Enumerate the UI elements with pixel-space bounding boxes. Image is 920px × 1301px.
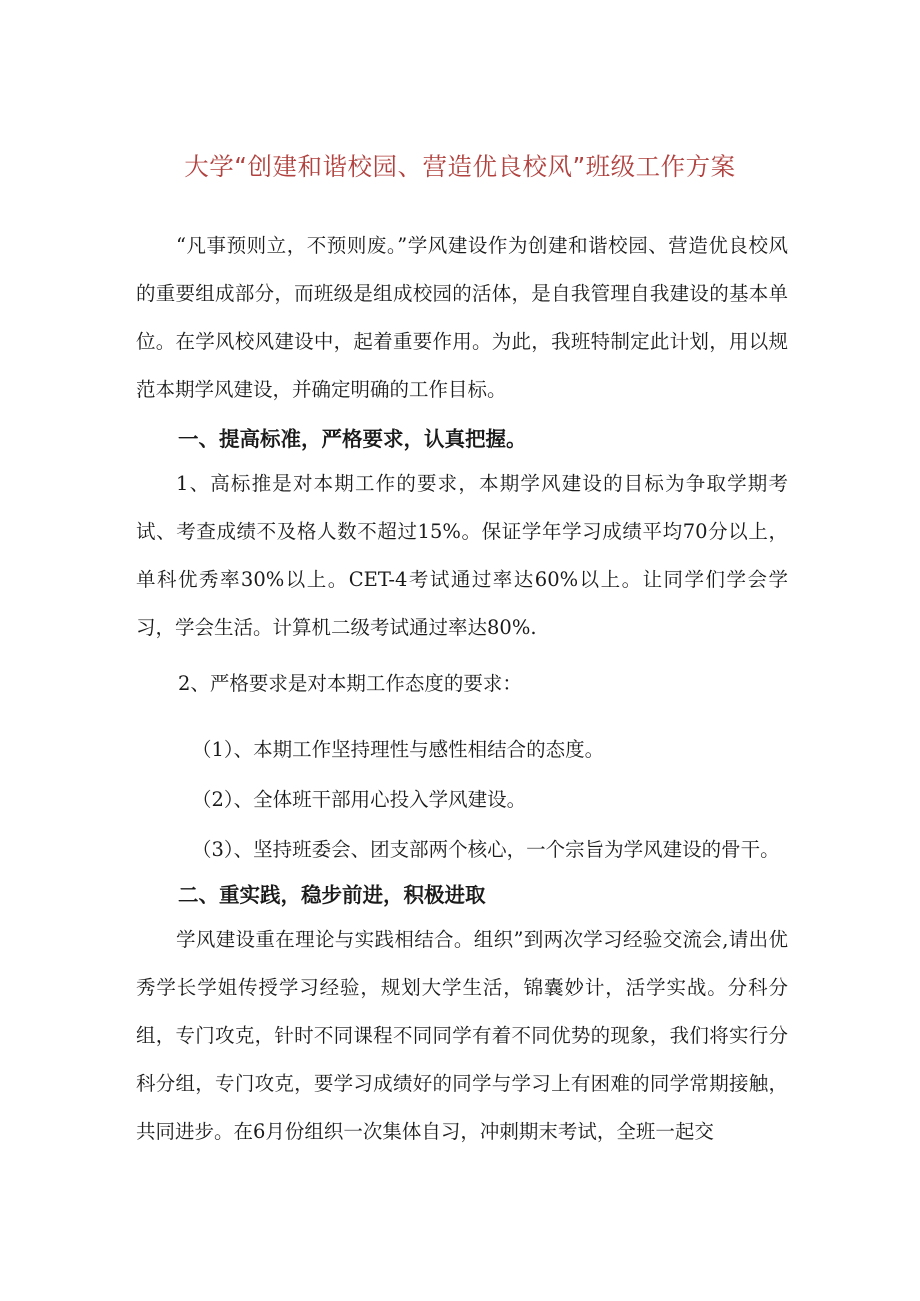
section-1-sub-2: （2）、全体班干部用心投入学风建设。: [192, 788, 527, 811]
document-title: 大学“创建和谐校园、营造优良校风”班级工作方案: [184, 152, 736, 181]
section-1-sub-3: （3）、坚持班委会、团支部两个核心，一个宗旨为学风建设的骨干。: [192, 838, 780, 861]
section-2-heading: 二、重实践，稳步前进，积极进取: [178, 883, 486, 907]
section-1-item-1: 1、高标推是对本期工作的要求，本期学风建设的目标为争取学期考试、考查成绩不及格人数不超过15%。保证学年学习成绩平均70分以上，单科优秀率30%以上。CET-4考试通过率达60%以上。让同学们学会学习，学会生活。计算机二级考试通过率达80%.: [136, 472, 788, 639]
section-2-paragraph: 学风建设重在理论与实践相结合。组织”到两次学习经验交流会,请出优秀学长学姐传授学习经验，规划大学生活，锦囊妙计，活学实战。分科分组，专门攻克，针时不同课程不同同学有着不同优势的现象，我们将实行分科分组，专门攻克，要学习成绩好的同学与学习上有困难的同学常期接触，共同进步。在6月份组织一次集体自习，冲刺期末考试，全班一起交: [136, 928, 788, 1143]
intro-paragraph: “凡事预则立，不预则废。”学风建设作为创建和谐校园、营造优良校风的重要组成部分，而班级是组成校园的活体，是自我管理自我建设的基本单位。在学风校风建设中，起着重要作用。为此，我班特制定此计划，用以规范本期学风建设，并确定明确的工作目标。: [136, 234, 788, 401]
section-1-item-2: 2、严格要求是对本期工作态度的要求：: [178, 672, 522, 695]
section-1-heading: 一、提高标准，严格要求，认真把握。: [178, 427, 527, 451]
section-1-sub-1: （1）、本期工作坚持理性与感性相结合的态度。: [192, 738, 605, 761]
